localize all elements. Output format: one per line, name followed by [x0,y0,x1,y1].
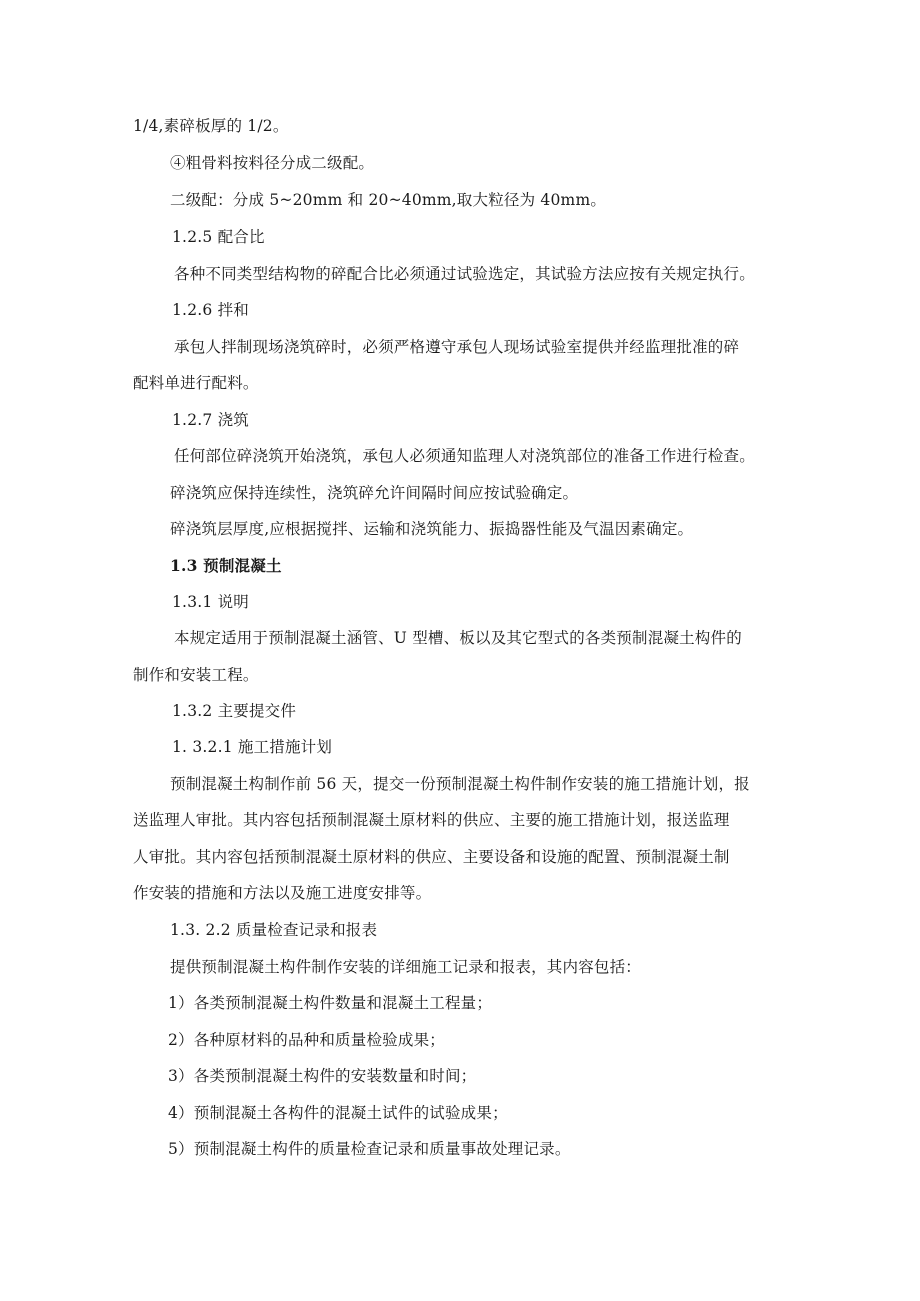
section-heading: 1.2.5 配合比 [172,228,265,246]
text-line: 二级配：分成 5~20mm 和 20~40mm,取大粒径为 40mm。 [170,191,607,209]
list-item: 3）各类预制混凝土构件的安装数量和时间； [168,1067,477,1085]
list-item: 5）预制混凝土构件的质量检查记录和质量事故处理记录。 [168,1140,571,1158]
section-heading: 1.3.1 说明 [172,593,249,611]
list-item: 4）预制混凝土各构件的混凝土试件的试验成果； [168,1104,508,1122]
text-line: 作安装的措施和方法以及施工进度安排等。 [133,884,432,902]
section-heading: 1.3.2 主要提交件 [172,702,297,720]
text-line: 人审批。其内容包括预制混凝土原材料的供应、主要设备和设施的配置、预制混凝土制 [133,848,730,866]
text-line: 制作和安装工程。 [133,666,259,684]
text-line: 碎浇筑层厚度,应根据搅拌、运输和浇筑能力、振捣器性能及气温因素确定。 [170,520,694,538]
section-heading: 1.2.7 浇筑 [172,411,249,429]
text-line: 各种不同类型结构物的碎配合比必须通过试验选定，其试验方法应按有关规定执行。 [174,265,755,283]
text-line: 预制混凝土构制作前 56 天，提交一份预制混凝土构件制作安装的施工措施计划，报 [170,775,750,793]
text-line: 碎浇筑应保持连续性，浇筑碎允许间隔时间应按试验确定。 [170,484,579,502]
section-heading-bold: 1.3 预制混凝土 [170,556,282,575]
text-line: 1/4,素碎板厚的 1/2。 [133,117,289,135]
section-heading: 1.3. 2.2 质量检查记录和报表 [170,921,378,939]
list-item: 2）各种原材料的品种和质量检验成果； [168,1031,445,1049]
text-line: 提供预制混凝土构件制作安装的详细施工记录和报表，其内容包括： [170,958,642,976]
list-item: 1）各类预制混凝土构件数量和混凝土工程量； [168,994,493,1012]
text-line: 配料单进行配料。 [133,374,259,392]
text-line: ④粗骨料按料径分成二级配。 [170,154,375,172]
text-line: 承包人拌制现场浇筑碎时，必须严格遵守承包人现场试验室提供并经监理批准的碎 [174,338,740,356]
section-heading: 1. 3.2.1 施工措施计划 [172,738,333,756]
text-line: 本规定适用于预制混凝土涵管、U 型槽、板以及其它型式的各类预制混凝土构件的 [174,629,742,647]
text-line: 送监理人审批。其内容包括预制混凝土原材料的供应、主要的施工措施计划，报送监理 [133,811,730,829]
section-heading: 1.2.6 拌和 [172,301,249,319]
text-line: 任何部位碎浇筑开始浇筑，承包人必须通知监理人对浇筑部位的准备工作进行检查。 [174,447,755,465]
